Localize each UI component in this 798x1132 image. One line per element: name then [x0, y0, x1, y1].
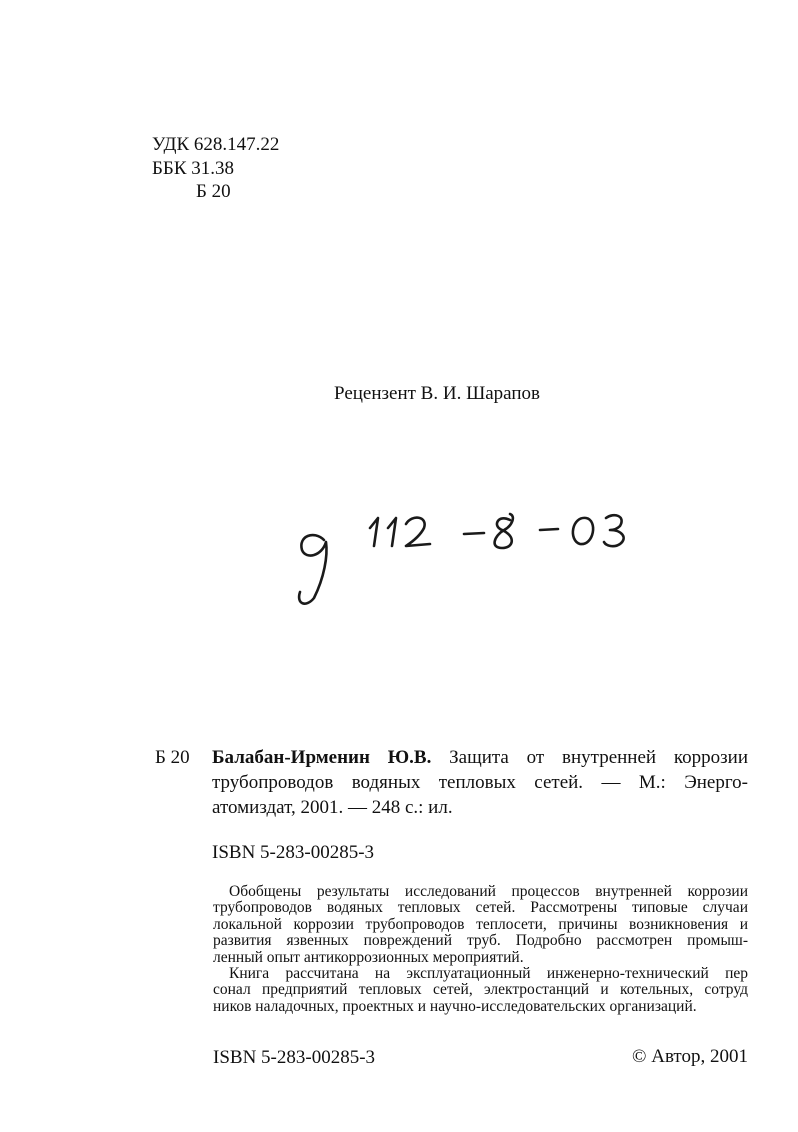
reviewer-line: Рецензент В. И. Шарапов: [334, 383, 540, 404]
entry-line-1: Защита от внутренней коррозии: [449, 747, 748, 768]
entry-author-sign: Б 20: [155, 747, 190, 768]
annotation: [213, 884, 748, 1015]
annotation-line: ников наладочных, проектных и научно-исследовательских организаций.: [213, 997, 697, 1015]
entry-isbn: ISBN 5-283-00285-3: [212, 842, 375, 863]
annotation-line: локальной коррозии трубопроводов теплосети, причины возникновения и: [213, 915, 748, 933]
handwritten-note: [288, 498, 648, 618]
annotation-line: Обобщены результаты исследований процессов внутренней коррозии: [229, 883, 748, 900]
catalog-entry: [212, 745, 748, 820]
entry-line-3: атомиздат, 2001. — 248 с.: ил.: [212, 797, 453, 818]
udk-code: УДК 628.147.22: [152, 134, 280, 155]
entry-author: Балабан-Ирменин Ю.В.: [212, 747, 432, 768]
footer-isbn: ISBN 5-283-00285-3: [213, 1047, 376, 1068]
author-sign: Б 20: [196, 181, 231, 202]
copyright: © Автор, 2001: [632, 1046, 748, 1067]
annotation-line: ленный опыт антикоррозионных мероприятий.: [213, 948, 524, 966]
annotation-line: развития язвенных повреждений труб. Подробно рассмотрен промыш-: [213, 932, 748, 950]
annotation-line: сонал предприятий тепловых сетей, электростанций и котельных, сотруд: [213, 981, 748, 999]
entry-line-2: трубопроводов водяных тепловых сетей. — М.: Энерго-: [212, 772, 748, 793]
bbk-code: ББК 31.38: [152, 158, 234, 179]
annotation-line: трубопроводов водяных тепловых сетей. Рассмотрены типовые случаи: [213, 899, 748, 917]
annotation-line: Книга рассчитана на эксплуатационный инженерно-технический пер: [229, 965, 748, 983]
